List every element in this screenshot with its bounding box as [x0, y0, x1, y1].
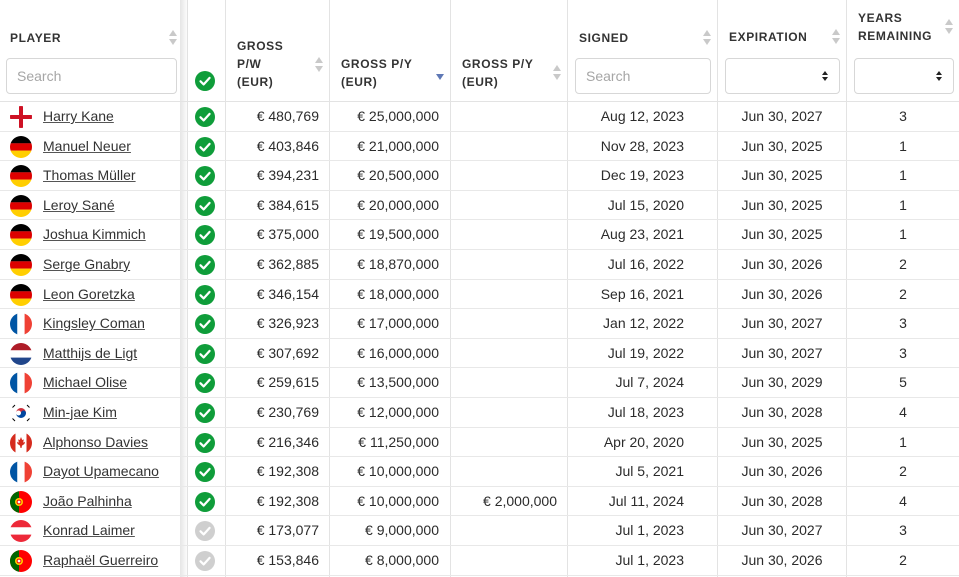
years-filter-select[interactable]	[854, 58, 954, 94]
header-gross-py-line: GROSS P/Y	[341, 57, 413, 71]
player-search-input[interactable]	[6, 58, 177, 94]
player-name-link[interactable]: Dayot Upamecano	[43, 463, 159, 480]
gross-py-cell: € 13,500,000	[357, 374, 439, 391]
signed-date-cell: Jan 12, 2022	[603, 315, 684, 332]
years-remaining-cell: 2	[899, 463, 907, 480]
gross-py-cell: € 17,000,000	[357, 315, 439, 332]
flag-france-icon	[10, 461, 32, 483]
flag-germany-icon	[10, 136, 32, 158]
header-gross-py-line: (EUR)	[341, 75, 378, 89]
gross-py-extra-cell	[454, 132, 557, 162]
gross-pw-cell: € 216,346	[256, 433, 319, 450]
years-remaining-cell: 1	[899, 196, 907, 213]
table-row	[0, 280, 959, 310]
signed-date-cell: Jul 15, 2020	[607, 196, 684, 213]
gross-py-extra-cell	[454, 398, 557, 428]
flag-germany-icon	[10, 165, 32, 187]
flag-portugal-icon	[10, 550, 32, 572]
header-gross-pw-line: (EUR)	[237, 75, 274, 89]
gross-py-cell: € 18,870,000	[357, 255, 439, 272]
gross-py-cell: € 8,000,000	[365, 551, 439, 568]
gross-py-extra-cell	[454, 280, 557, 310]
player-name-link[interactable]: Michael Olise	[43, 374, 128, 391]
gross-py-extra-cell	[454, 516, 557, 546]
check-active-icon	[195, 433, 215, 453]
expiration-date-cell: Jun 30, 2026	[741, 285, 823, 302]
table-row	[0, 546, 959, 576]
gross-pw-cell: € 173,077	[256, 522, 319, 539]
gross-pw-cell: € 394,231	[256, 167, 319, 184]
gross-py-cell: € 18,000,000	[357, 285, 439, 302]
gross-py-cell: € 19,500,000	[357, 226, 439, 243]
gross-py-cell: € 20,000,000	[357, 196, 439, 213]
signed-date-cell: Jul 19, 2022	[607, 344, 684, 361]
years-remaining-cell: 3	[899, 315, 907, 332]
expiration-filter-select[interactable]	[725, 58, 840, 94]
expiration-date-cell: Jun 30, 2028	[741, 403, 823, 420]
gross-pw-cell: € 259,615	[256, 374, 319, 391]
signed-date-cell: Apr 20, 2020	[603, 433, 684, 450]
table-row	[0, 398, 959, 428]
expiration-date-cell: Jun 30, 2026	[741, 463, 823, 480]
header-gross-py-extra-line: GROSS P/Y	[462, 57, 534, 71]
signed-date-cell: Sep 16, 2021	[600, 285, 684, 302]
signed-date-cell: Jul 1, 2023	[615, 551, 684, 568]
gross-py-extra-cell	[454, 250, 557, 280]
flag-germany-icon	[10, 254, 32, 276]
gross-py-cell: € 25,000,000	[357, 108, 439, 124]
gross-py-extra-cell	[454, 546, 557, 576]
flag-england-icon	[10, 106, 32, 128]
check-active-icon	[195, 255, 215, 275]
gross-pw-cell: € 362,885	[256, 255, 319, 272]
header-player[interactable]: PLAYER	[10, 31, 62, 45]
gross-py-cell: € 10,000,000	[357, 492, 439, 509]
active-filter-check-icon[interactable]	[195, 71, 215, 91]
gross-py-extra-cell	[454, 368, 557, 398]
table-row	[0, 102, 959, 132]
header-gross-pw-line: GROSS	[237, 39, 284, 53]
signed-date-cell: Jul 7, 2024	[615, 374, 684, 391]
gross-pw-cell: € 230,769	[256, 403, 319, 420]
check-inactive-icon	[195, 521, 215, 541]
gross-py-extra-cell: € 2,000,000	[483, 492, 557, 509]
check-active-icon	[195, 344, 215, 364]
header-signed[interactable]: SIGNED	[579, 31, 629, 45]
player-name-link[interactable]: Min-jae Kim	[43, 403, 117, 420]
signed-date-cell: Jul 18, 2023	[607, 403, 684, 420]
check-active-icon	[195, 403, 215, 423]
table-row	[0, 428, 959, 458]
gross-py-cell: € 16,000,000	[357, 344, 439, 361]
gross-py-extra-cell	[454, 191, 557, 221]
gross-pw-cell: € 307,692	[256, 344, 319, 361]
gross-pw-cell: € 326,923	[256, 315, 319, 332]
player-name-link[interactable]: Matthijs de Ligt	[43, 344, 138, 361]
gross-py-extra-cell	[454, 102, 557, 132]
flag-canada-icon	[10, 432, 32, 454]
table-row	[0, 132, 959, 162]
years-remaining-cell: 3	[899, 344, 907, 361]
years-remaining-cell: 4	[899, 492, 907, 509]
table-row	[0, 487, 959, 517]
flag-austria-icon	[10, 520, 32, 542]
flag-france-icon	[10, 313, 32, 335]
player-name-link[interactable]: Kingsley Coman	[43, 315, 145, 332]
signed-search-input[interactable]	[575, 58, 711, 94]
expiration-date-cell: Jun 30, 2027	[741, 344, 823, 361]
sort-expiration-icon[interactable]	[832, 29, 841, 45]
table-row	[0, 220, 959, 250]
sort-gross-py-extra-icon[interactable]	[553, 65, 562, 81]
expiration-date-cell: Jun 30, 2028	[741, 492, 823, 509]
years-remaining-cell: 2	[899, 255, 907, 272]
table-row	[0, 516, 959, 546]
years-remaining-cell: 1	[899, 433, 907, 450]
table-row	[0, 457, 959, 487]
expiration-date-cell: Jun 30, 2029	[741, 374, 823, 391]
header-years-line: YEARS	[858, 11, 903, 25]
header-gross-pw-line: P/W	[237, 57, 262, 71]
check-inactive-icon	[195, 551, 215, 571]
flag-germany-icon	[10, 195, 32, 217]
signed-date-cell: Jul 11, 2024	[608, 492, 684, 509]
check-active-icon	[195, 166, 215, 186]
expiration-date-cell: Jun 30, 2026	[741, 551, 823, 568]
flag-portugal-icon	[10, 491, 32, 513]
table-row	[0, 339, 959, 369]
years-remaining-cell: 2	[899, 551, 907, 568]
table-row	[0, 191, 959, 221]
gross-py-extra-cell	[454, 220, 557, 250]
sort-signed-icon[interactable]	[703, 30, 712, 46]
player-name-link[interactable]: Leroy Sané	[43, 196, 115, 213]
header-gross-pw[interactable]	[237, 37, 283, 91]
check-active-icon	[195, 462, 215, 482]
gross-pw-cell: € 375,000	[256, 226, 319, 243]
gross-py-cell: € 21,000,000	[357, 137, 439, 154]
sort-player-icon[interactable]	[169, 30, 178, 46]
gross-py-cell: € 20,500,000	[357, 167, 439, 184]
check-active-icon	[195, 373, 215, 393]
gross-py-extra-cell	[454, 457, 557, 487]
gross-py-extra-cell	[454, 161, 557, 191]
table-body	[0, 102, 959, 576]
expiration-date-cell: Jun 30, 2026	[741, 255, 823, 272]
check-active-icon	[195, 107, 215, 127]
header-gross-py-extra-line: (EUR)	[462, 75, 499, 89]
years-remaining-cell: 2	[899, 285, 907, 302]
table-header	[0, 0, 959, 102]
check-active-icon	[195, 492, 215, 512]
signed-date-cell: Aug 12, 2023	[600, 108, 684, 124]
gross-pw-cell: € 192,308	[256, 492, 319, 509]
player-name-link[interactable]: Raphaël Guerreiro	[43, 551, 159, 568]
player-name-link[interactable]: Serge Gnabry	[43, 255, 131, 272]
flag-netherlands-icon	[10, 343, 32, 365]
signed-date-cell: Nov 28, 2023	[600, 137, 684, 154]
check-active-icon	[195, 196, 215, 216]
gross-py-cell: € 9,000,000	[365, 522, 439, 539]
sort-years-icon[interactable]	[945, 19, 954, 35]
years-remaining-cell: 1	[899, 167, 907, 184]
header-years-line: REMAINING	[858, 29, 933, 43]
gross-pw-cell: € 403,846	[256, 137, 319, 154]
player-name-link[interactable]: João Palhinha	[43, 492, 132, 509]
years-remaining-cell: 4	[899, 403, 907, 420]
table-row	[0, 368, 959, 398]
flag-france-icon	[10, 372, 32, 394]
gross-py-cell: € 12,000,000	[357, 403, 439, 420]
player-name-link[interactable]: Alphonso Davies	[43, 433, 149, 450]
flag-korea-icon	[10, 402, 32, 424]
signed-date-cell: Jul 16, 2022	[607, 255, 684, 272]
gross-pw-cell: € 384,615	[256, 196, 319, 213]
select-arrows-icon	[936, 71, 943, 83]
gross-py-extra-cell	[454, 309, 557, 339]
flag-germany-icon	[10, 284, 32, 306]
gross-pw-cell: € 346,154	[256, 285, 319, 302]
years-remaining-cell: 1	[899, 137, 907, 154]
expiration-date-cell: Jun 30, 2025	[741, 226, 823, 243]
gross-pw-cell: € 192,308	[256, 463, 319, 480]
gross-pw-cell: € 480,769	[256, 108, 319, 124]
years-remaining-cell: 5	[899, 374, 907, 391]
header-expiration[interactable]: EXPIRATION	[729, 30, 808, 44]
gross-py-extra-cell	[454, 428, 557, 458]
years-remaining-cell: 1	[899, 226, 907, 243]
sort-descending-icon[interactable]	[436, 65, 445, 81]
select-arrows-icon	[822, 71, 829, 83]
check-active-icon	[195, 137, 215, 157]
expiration-date-cell: Jun 30, 2025	[741, 137, 823, 154]
years-remaining-cell: 3	[899, 522, 907, 539]
flag-germany-icon	[10, 224, 32, 246]
expiration-date-cell: Jun 30, 2025	[741, 167, 823, 184]
header-gross-py[interactable]	[341, 55, 412, 91]
gross-py-cell: € 11,250,000	[358, 433, 439, 450]
gross-py-cell: € 10,000,000	[357, 463, 439, 480]
player-name-link[interactable]: Harry Kane	[43, 108, 114, 124]
expiration-date-cell: Jun 30, 2027	[741, 108, 823, 124]
check-active-icon	[195, 285, 215, 305]
check-active-icon	[195, 225, 215, 245]
signed-date-cell: Dec 19, 2023	[600, 167, 684, 184]
expiration-date-cell: Jun 30, 2027	[741, 522, 823, 539]
expiration-date-cell: Jun 30, 2025	[741, 433, 823, 450]
player-name-link[interactable]: Konrad Laimer	[43, 522, 135, 539]
player-name-link[interactable]: Leon Goretzka	[43, 285, 135, 302]
header-years-remaining[interactable]	[858, 9, 932, 45]
table-row	[0, 161, 959, 191]
player-name-link[interactable]: Joshua Kimmich	[43, 226, 146, 243]
gross-pw-cell: € 153,846	[256, 551, 319, 568]
expiration-date-cell: Jun 30, 2025	[741, 196, 823, 213]
gross-py-extra-cell	[454, 339, 557, 369]
signed-date-cell: Aug 23, 2021	[600, 226, 684, 243]
player-name-link[interactable]: Thomas Müller	[43, 167, 136, 184]
expiration-date-cell: Jun 30, 2027	[741, 315, 823, 332]
signed-date-cell: Jul 5, 2021	[615, 463, 684, 480]
player-name-link[interactable]: Manuel Neuer	[43, 137, 131, 154]
table-row	[0, 309, 959, 339]
years-remaining-cell: 3	[899, 108, 907, 124]
check-active-icon	[195, 314, 215, 334]
signed-date-cell: Jul 1, 2023	[615, 522, 684, 539]
sort-gross-pw-icon[interactable]	[315, 57, 324, 73]
table-row	[0, 250, 959, 280]
header-gross-py-extra[interactable]	[462, 55, 533, 91]
